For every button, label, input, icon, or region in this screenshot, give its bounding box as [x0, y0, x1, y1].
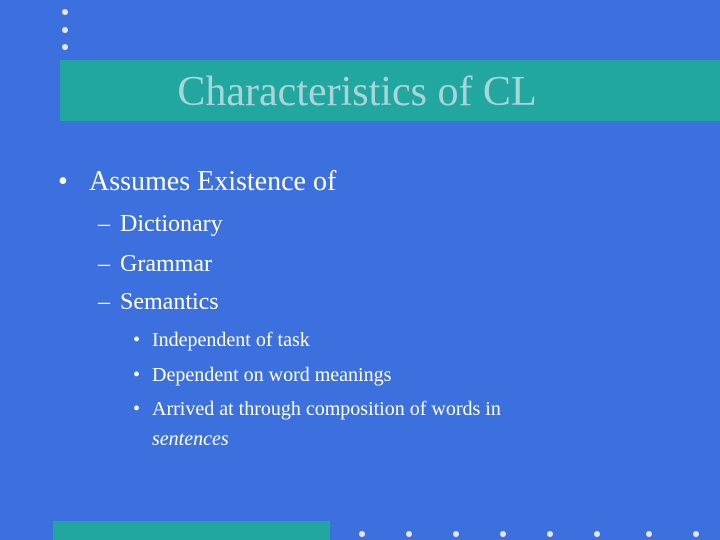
sub-sub-item-text: Independent of task [152, 329, 310, 351]
decorative-dot [646, 531, 652, 537]
sub-item-text: Semantics [120, 289, 219, 315]
sub-item-text: Dictionary [120, 211, 223, 237]
sub-sub-item-continuation: sentences [152, 428, 229, 450]
bullet-marker: • [133, 398, 141, 420]
bullet-marker: • [58, 166, 68, 197]
decorative-dot [693, 531, 699, 537]
slide-title: Characteristics of CL [177, 69, 537, 115]
dash-marker: – [98, 211, 110, 237]
title-band [60, 60, 720, 121]
dash-marker: – [98, 289, 110, 315]
decorative-dot [453, 531, 459, 537]
dash-marker: – [98, 251, 110, 277]
bottom-band [53, 521, 330, 540]
bullet-marker: • [133, 329, 141, 351]
sub-item-text: Grammar [120, 251, 212, 277]
decorative-dot [547, 531, 553, 537]
bullet-marker: • [133, 364, 141, 386]
decorative-dot [594, 531, 600, 537]
decorative-dot [62, 9, 68, 15]
decorative-dot [62, 27, 68, 33]
decorative-dot [500, 531, 506, 537]
sub-sub-item-text: Dependent on word meanings [152, 364, 392, 386]
decorative-dot [62, 44, 68, 50]
sub-sub-item-text: Arrived at through composition of words in [152, 398, 501, 420]
bullet-text: Assumes Existence of [89, 166, 337, 197]
decorative-dot [406, 531, 412, 537]
decorative-dot [359, 531, 365, 537]
